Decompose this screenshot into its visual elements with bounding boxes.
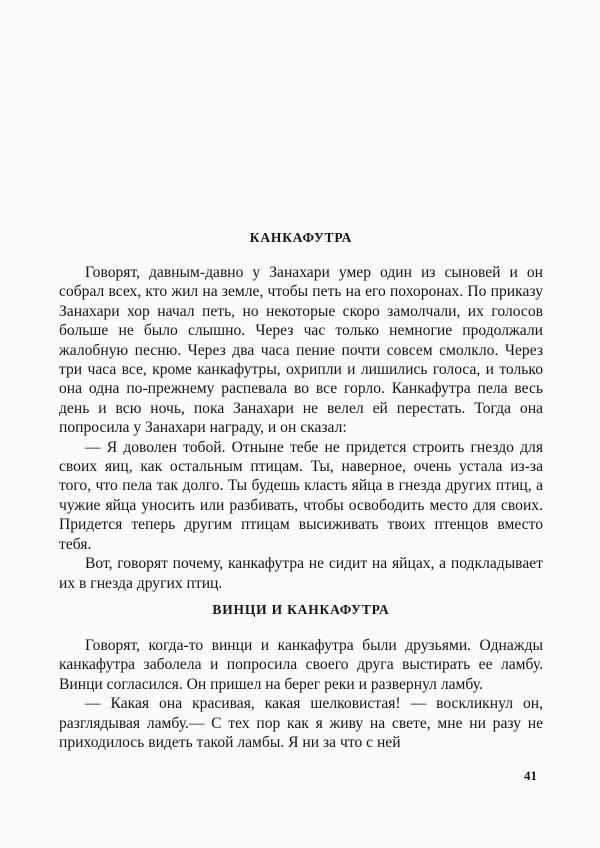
paragraph: Говорят, когда-то винци и канкафутра были друзьями. Однажды канкафутра заболела и попросила своего друга выстирать ее ламбу. Винци согласился. Он пришел на берег реки и развернул ламбу. xyxy=(59,637,543,693)
story-text-vinci-and-kankafutra xyxy=(59,636,543,752)
paragraph: Говорят, давным-давно у Занахари умер один из сыновей и он собрал всех, кто жил на земле, чтобы петь на его похоронах. По приказу Занахари хор начал петь, но некоторые скоро замолчали, их голосов больше не было слышно. Через час только немногие продолжали жалобную песню. Через два часа пение почти совсем смолкло. Через три часа все, кроме канкафутры, охрипли и лишились голоса, и только она одна по-прежнему распевала во все горло. Канкафутра пела весь день и всю ночь, пока Занахари не велел ей перестать. Тогда она попросила у Занахари награду, и он сказал: xyxy=(59,264,543,437)
paragraph: — Какая она красивая, какая шелковистая! — воскликнул он, разглядывая ламбу.— С тех пор как я живу на свете, мне ни разу не приходилось видеть такой ламбы. Я ни за что с ней xyxy=(59,695,543,752)
page-number: 41 xyxy=(524,768,537,783)
story-title-kankafutra: КАНКАФУТРА xyxy=(249,230,353,245)
story-title-vinci-and-kankafutra: ВИНЦИ И КАНКАФУТРА xyxy=(212,602,390,617)
paragraph: — Я доволен тобой. Отныне тебе не придется строить гнездо для своих яиц, как остальным птицам. Ты, наверное, очень устала из-за того, что пела так долго. Ты будешь класть яйца в гнезда других птиц, а чужие яйца уносить или разбивать, чтобы освободить место для своих. Придется теперь другим птицам высиживать твоих птенцов вместо тебя. xyxy=(59,438,543,553)
paragraph: Вот, говорят почему, канкафутра не сидит на яйцах, а подкладывает их в гнезда других птиц. xyxy=(59,555,543,592)
story-text-kankafutra xyxy=(59,263,543,593)
